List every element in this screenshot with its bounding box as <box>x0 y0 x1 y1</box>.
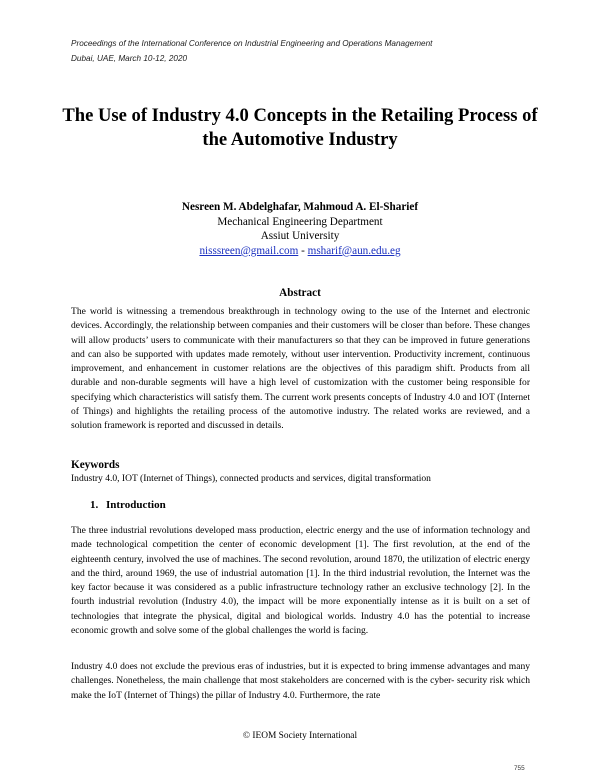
conference-header <box>71 37 432 66</box>
email-link-2[interactable]: msharif@aun.edu.eg <box>307 244 401 257</box>
keywords-text: Industry 4.0, IOT (Internet of Things), connected products and services, digital transformation <box>71 473 431 484</box>
paper-title-line-2: the Automotive Industry <box>202 129 398 150</box>
paper-title-line-1: The Use of Industry 4.0 Concepts in the Retailing Process of <box>62 105 538 126</box>
paper-title <box>40 104 560 152</box>
introduction-paragraph-2: Industry 4.0 does not exclude the previous eras of industries, but it is expected to bring immense advantages and many challenges. Nonetheless, the main challenge that most stakeholders are concerned with is the cyber- security risk which make the IoT (Internet of Things) the pillar of Industry 4.0. Furthermore, the rate <box>71 661 530 701</box>
abstract-text: The world is witnessing a tremendous breakthrough in technology owing to the use of the Internet and electronic devices. Accordingly, the relationship between companies and their customers will be closer than before. These changes will allow products’ users to communicate with their manufacturers so that they can be improved in future generations and can also be supported with updates made remotely, without user intervention. Productivity increment, continuous improvement, and enhancement in customer relations are the objectives of this paradigm shift. Products from all durable and non-durable segments will have a high level of customization with the customer being responsible for specifying which characteristics will satisfy them. The current work presents concepts of Industry 4.0 and IOT (Internet of Things) and highlights the retailing process of the automotive industry. The related works are reviewed, and a solution framework is reported and discussed in details. <box>71 306 530 432</box>
email-link-1[interactable]: nisssreen@gmail.com <box>199 244 299 257</box>
keywords-heading: Keywords <box>71 459 120 471</box>
author-names: Nesreen M. Abdelghafar, Mahmoud A. El-Sharief <box>181 201 419 213</box>
section-number: 1. <box>90 499 99 511</box>
author-university: Assiut University <box>260 230 340 243</box>
footer-copyright: © IEOM Society International <box>242 731 358 741</box>
page-number: 755 <box>514 765 525 772</box>
abstract-heading: Abstract <box>279 287 321 299</box>
author-department: Mechanical Engineering Department <box>217 215 383 228</box>
author-emails <box>40 244 560 259</box>
conference-name: Proceedings of the International Conference on Industrial Engineering and Operations Management <box>71 39 433 48</box>
author-block <box>40 200 560 258</box>
introduction-paragraph-1: The three industrial revolutions developed mass production, electric energy and the use of information technology and made technological competition the center of economic development [1]. The first revolution, at the end of the eighteenth century, involved the use of machines. The second revolution, around 1870, the utilization of electric energy and the third, around 1969, the use of industrial automation [1]. In the third industrial revolution, the Internet was the key factor because it was considered as a public infrastructure technology rather an exclusive technology [2]. In the fourth industrial revolution (Industry 4.0), the impact will be more exponentially intense as it is built on a set of technologies that integrate the physical, digital and biological worlds. Industry 4.0 has the potential to increase economic growth and solve some of the global challenges the world is facing. <box>71 525 530 637</box>
email-separator: - <box>298 244 308 257</box>
introduction-heading <box>90 499 166 511</box>
conference-location-date: Dubai, UAE, March 10-12, 2020 <box>71 53 188 63</box>
section-title: Introduction <box>106 499 166 511</box>
